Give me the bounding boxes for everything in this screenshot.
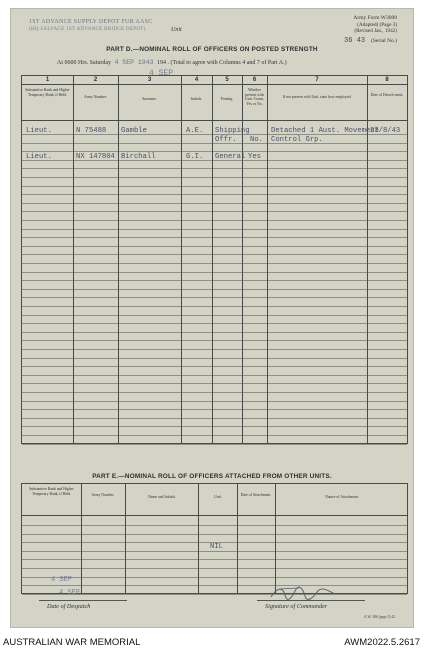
ruled-line: [22, 280, 407, 281]
ruled-line: [22, 272, 407, 273]
entry-present: Yes: [248, 153, 261, 161]
entry-rank: Lieut.: [26, 153, 52, 161]
ruled-line: [22, 559, 407, 560]
column-header-date: Date of Detach-ment.: [370, 93, 404, 97]
ruled-line: [22, 186, 407, 187]
entry-date: 23/8/43: [370, 127, 401, 135]
column-number: 1: [45, 77, 50, 83]
part-d-table: [21, 75, 408, 444]
despatch-stamp-secondary: 4 SEP: [59, 589, 81, 597]
entry-army-number: NX 147804: [76, 153, 115, 161]
column-header-row: [22, 85, 407, 121]
ruled-line: [22, 534, 407, 535]
column-header-nature: Nature of Attachment.: [325, 495, 359, 499]
entry-nil: NIL: [210, 543, 223, 551]
ruled-line: [22, 577, 407, 578]
printer-mark: A.W. 386 (page 3) 42: [363, 615, 395, 619]
serial-number: [344, 37, 397, 45]
entry-army-number: N 75488: [76, 127, 107, 135]
ruled-line: [22, 366, 407, 367]
column-divider: [73, 76, 74, 443]
ruled-line: [22, 525, 407, 526]
commander-signature: [269, 585, 339, 601]
column-header-present: Whether present with Unit. Count. Yes or No.: [245, 88, 264, 106]
column-header-surname: Surname.: [142, 97, 157, 101]
entry-surname: Gamble: [121, 127, 147, 135]
ruled-line: [22, 220, 407, 221]
column-divider: [125, 484, 126, 593]
signature-line: [257, 600, 365, 601]
column-number: 5: [225, 77, 229, 83]
ruled-line: [22, 315, 407, 316]
ruled-line: [22, 340, 407, 341]
column-number: 3: [147, 77, 152, 83]
ruled-line: [22, 418, 407, 419]
column-header-unit: Unit.: [214, 495, 222, 499]
ruled-line: [22, 211, 407, 212]
ruled-line: [22, 349, 407, 350]
ruled-line: [22, 229, 407, 230]
column-header-employed: If not present with Unit, state how employed.: [282, 95, 352, 99]
ruled-line: [22, 332, 407, 333]
ruled-line: [22, 435, 407, 436]
ruled-line: [22, 297, 407, 298]
column-divider: [181, 76, 182, 443]
ruled-line: [22, 237, 407, 238]
form-page: [10, 8, 414, 628]
form-number: [353, 15, 397, 35]
unit-stamp-line2: (HQ SALVAGE 1ST ADVANCE BRIDGE DEPOT): [29, 27, 146, 32]
column-header-posting: Posting.: [220, 97, 234, 101]
unit-stamp-line1: 1ST ADVANCE SUPPLY DEPOT FUR AASC: [29, 19, 153, 25]
ruled-line: [22, 568, 407, 569]
ruled-line: [22, 323, 407, 324]
part-e-title: PART E.—NOMINAL ROLL OF OFFICERS ATTACHED FROM OTHER UNITS.: [92, 473, 332, 480]
despatch-stamp: 4 SEP: [51, 576, 73, 584]
ruled-line: [22, 289, 407, 290]
column-number-row: [22, 76, 407, 85]
part-d-title: PART D.—NOMINAL ROLL OF OFFICERS ON POSTED STRENGTH: [106, 46, 318, 53]
form-number-line2: (Adapted) (Page 3): [357, 21, 397, 28]
entry-posting: General: [215, 153, 246, 161]
ruled-line: [22, 392, 407, 393]
column-number: 6: [252, 77, 257, 83]
column-number: 2: [93, 77, 98, 83]
at-prefix: At 0600 Hrs. Saturday: [57, 60, 111, 66]
column-divider: [212, 76, 213, 443]
ruled-line: [22, 263, 407, 264]
ruled-line: [22, 203, 407, 204]
ruled-line: [22, 426, 407, 427]
ruled-line: [22, 375, 407, 376]
form-number-line3: (Revised Jan., 1942): [354, 28, 397, 35]
entry-initials: G.I.: [186, 153, 204, 161]
column-header-army-number: Army Number.: [84, 95, 107, 99]
ruled-line: [22, 194, 407, 195]
ruled-line: [22, 444, 407, 445]
column-number: 7: [315, 77, 319, 83]
date-stamp: 4 SEP 1943: [114, 59, 154, 66]
serial-label: (Serial No.): [371, 38, 397, 44]
despatch-line: [39, 600, 127, 601]
entry-posting: Shipping Offr.: [215, 127, 250, 144]
column-divider: [118, 76, 119, 443]
entry-surname: Birchall: [121, 153, 156, 161]
column-divider: [267, 76, 268, 443]
column-header-initials: Initials.: [190, 97, 203, 101]
column-header-name: Name and Initials.: [148, 495, 176, 499]
column-header-row: [22, 484, 407, 516]
column-number: 4: [194, 77, 199, 83]
ruled-line: [22, 246, 407, 247]
column-divider: [81, 484, 82, 593]
signature-label: Signature of Commander: [265, 603, 328, 610]
date-stamp-secondary: 4 SEP: [149, 69, 174, 78]
serial-value: 36 43: [344, 37, 366, 45]
at-suffix: 194 . (Total to agree with Columns 4 and 7 of Part A.): [157, 60, 287, 66]
entry-initials: A.E.: [186, 127, 204, 135]
form-number-line1: Army Form W3008: [353, 15, 397, 21]
entry-rank: Lieut.: [26, 127, 52, 135]
column-number: 8: [385, 77, 389, 83]
unit-label: Unit: [171, 27, 182, 33]
part-e-table: [21, 483, 408, 594]
at-line: [57, 59, 287, 66]
ruled-line: [22, 254, 407, 255]
column-header-rank: Substantive Rank and Higher Temporary Rank, if Held.: [25, 88, 70, 97]
ruled-line: [22, 409, 407, 410]
ruled-line: [22, 168, 407, 169]
archive-caption: AUSTRALIAN WAR MEMORIAL: [3, 637, 141, 648]
date-of-despatch-label: Date of Despatch: [47, 603, 91, 610]
unit-stamp: [29, 18, 153, 34]
column-header-rank: Substantive Rank and Higher Temporary Rank, if Held.: [29, 487, 74, 496]
column-header-date-attachment: Date of Attachment.: [240, 493, 272, 497]
ruled-line: [22, 401, 407, 402]
column-divider: [275, 484, 276, 593]
ruled-line: [22, 585, 407, 586]
ruled-line: [22, 358, 407, 359]
column-header-army-number: Army Number.: [91, 493, 115, 497]
column-divider: [198, 484, 199, 593]
ruled-line: [22, 383, 407, 384]
ruled-line: [22, 306, 407, 307]
archive-reference: AWM2022.5.2617: [344, 637, 420, 648]
ruled-line: [22, 177, 407, 178]
entry-employed: Detached 1 Aust. Movement Control Grp.: [271, 127, 379, 144]
entry-present: No.: [250, 136, 263, 144]
column-divider: [237, 484, 238, 593]
